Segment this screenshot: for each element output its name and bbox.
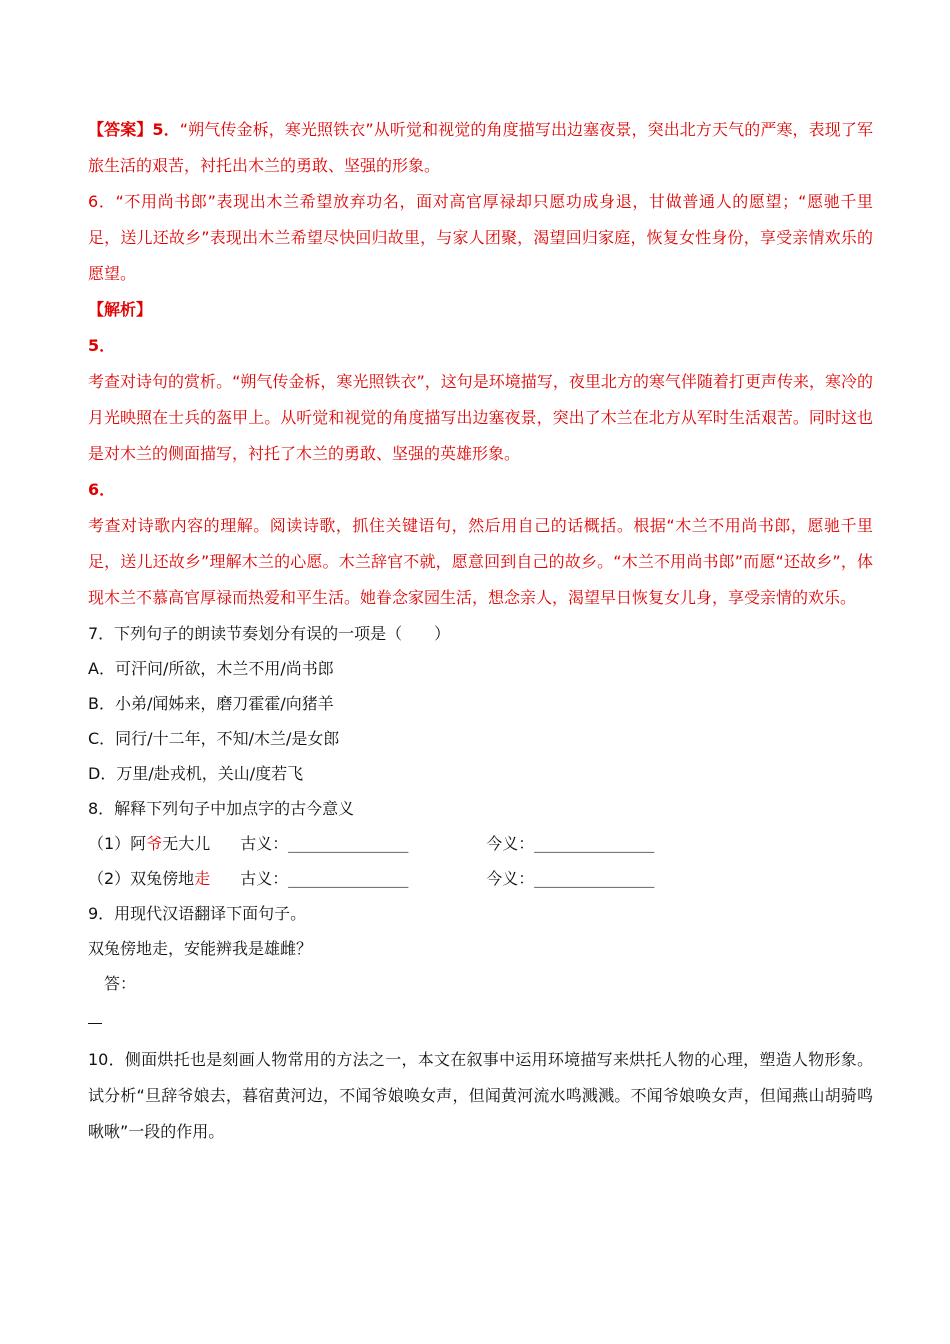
analysis-label: 【解析】: [88, 300, 153, 319]
question-9-answer-line[interactable]: [88, 1001, 873, 1036]
item-1-key-char: 爷: [146, 834, 163, 853]
question-8-item-2: [88, 861, 873, 896]
question-7-option-a: A．可汗问/所欲，木兰不用/尚书郎: [88, 659, 334, 678]
answer-label: 【答案】5．: [88, 120, 180, 139]
item-1-jin-blank[interactable]: _______________: [534, 834, 655, 853]
question-8-item-1: [88, 826, 873, 861]
item-2-key-char: 走: [194, 869, 211, 888]
item-1-jin-label: 今义：: [486, 834, 535, 853]
item-1-suffix: 无大儿: [162, 834, 211, 853]
analysis-5-number: 5．: [88, 336, 116, 355]
answer-5: [88, 112, 873, 184]
item-1-prefix: （1）阿: [88, 834, 147, 853]
analysis-5-text: 考查对诗句的赏析。“朔气传金柝，寒光照铁衣”，这句是环境描写，夜里北方的寒气伴随着打更声传来，寒冷的月光映照在士兵的盔甲上。从听觉和视觉的角度描写出边塞夜景，突出了木兰在北方从军时生活艰苦。同时这也是对木兰的侧面描写，衬托了木兰的勇敢、坚强的英雄形象。: [88, 372, 873, 463]
question-7-stem: 7．下列句子的朗读节奏划分有误的一项是（ ）: [88, 624, 451, 643]
question-9-sentence: 双兔傍地走，安能辨我是雄雌？: [88, 939, 313, 958]
question-7-option-b: B．小弟/闻姊来，磨刀霍霍/向猪羊: [88, 694, 334, 713]
answer-6: 6．“不用尚书郎”表现出木兰希望放弃功名，面对高官厚禄却只愿功成身退，甘做普通人的愿望；“愿驰千里足，送儿还故乡”表现出木兰希望尽快回归故里，与家人团聚，渴望回归家庭，恢复女性身份，享受亲情欢乐的愿望。: [88, 192, 873, 283]
question-9-stem: 9．用现代汉语翻译下面句子。: [88, 904, 307, 923]
item-2-gu-label: 古义：: [240, 869, 289, 888]
answer-5-text: “朔气传金柝，寒光照铁衣”从听觉和视觉的角度描写出边塞夜景，突出北方天气的严寒，表现了军旅生活的艰苦，衬托出木兰的勇敢、坚强的形象。: [88, 120, 873, 175]
question-7-option-c: C．同行/十二年，不知/木兰/是女郎: [88, 729, 340, 748]
item-2-gu-blank[interactable]: _______________: [288, 869, 409, 888]
item-1-gu-label: 古义：: [240, 834, 289, 853]
item-2-jin-label: 今义：: [486, 869, 535, 888]
answer-underline: [88, 1005, 102, 1024]
analysis-6-number: 6．: [88, 480, 116, 499]
item-2-jin-blank[interactable]: _______________: [534, 869, 655, 888]
question-9-answer-label: 答：: [104, 974, 137, 993]
item-1-gu-blank[interactable]: _______________: [288, 834, 409, 853]
question-8-stem: 8．解释下列句子中加点字的古今意义: [88, 799, 355, 818]
question-10-stem: 10．侧面烘托也是刻画人物常用的方法之一，本文在叙事中运用环境描写来烘托人物的心理，塑造人物形象。试分析“旦辞爷娘去，暮宿黄河边，不闻爷娘唤女声，但闻黄河流水鸣溅溅。不闻爷娘唤女声，但闻燕山胡骑鸣啾啾”一段的作用。: [88, 1050, 873, 1141]
question-7-option-d: D．万里/赴戎机，关山/度若飞: [88, 764, 304, 783]
document-page: [88, 112, 873, 1150]
item-2-prefix: （2）双兔傍地: [88, 869, 195, 888]
analysis-6-text: 考查对诗歌内容的理解。阅读诗歌，抓住关键语句，然后用自己的话概括。根据“木兰不用尚书郎，愿驰千里足，送儿还故乡”理解木兰的心愿。木兰辞官不就，愿意回到自己的故乡。“木兰不用尚书郎”而愿“还故乡”，体现木兰不慕高官厚禄而热爱和平生活。她眷念家园生活，想念亲人，渴望早日恢复女儿身，享受亲情的欢乐。: [88, 516, 873, 607]
